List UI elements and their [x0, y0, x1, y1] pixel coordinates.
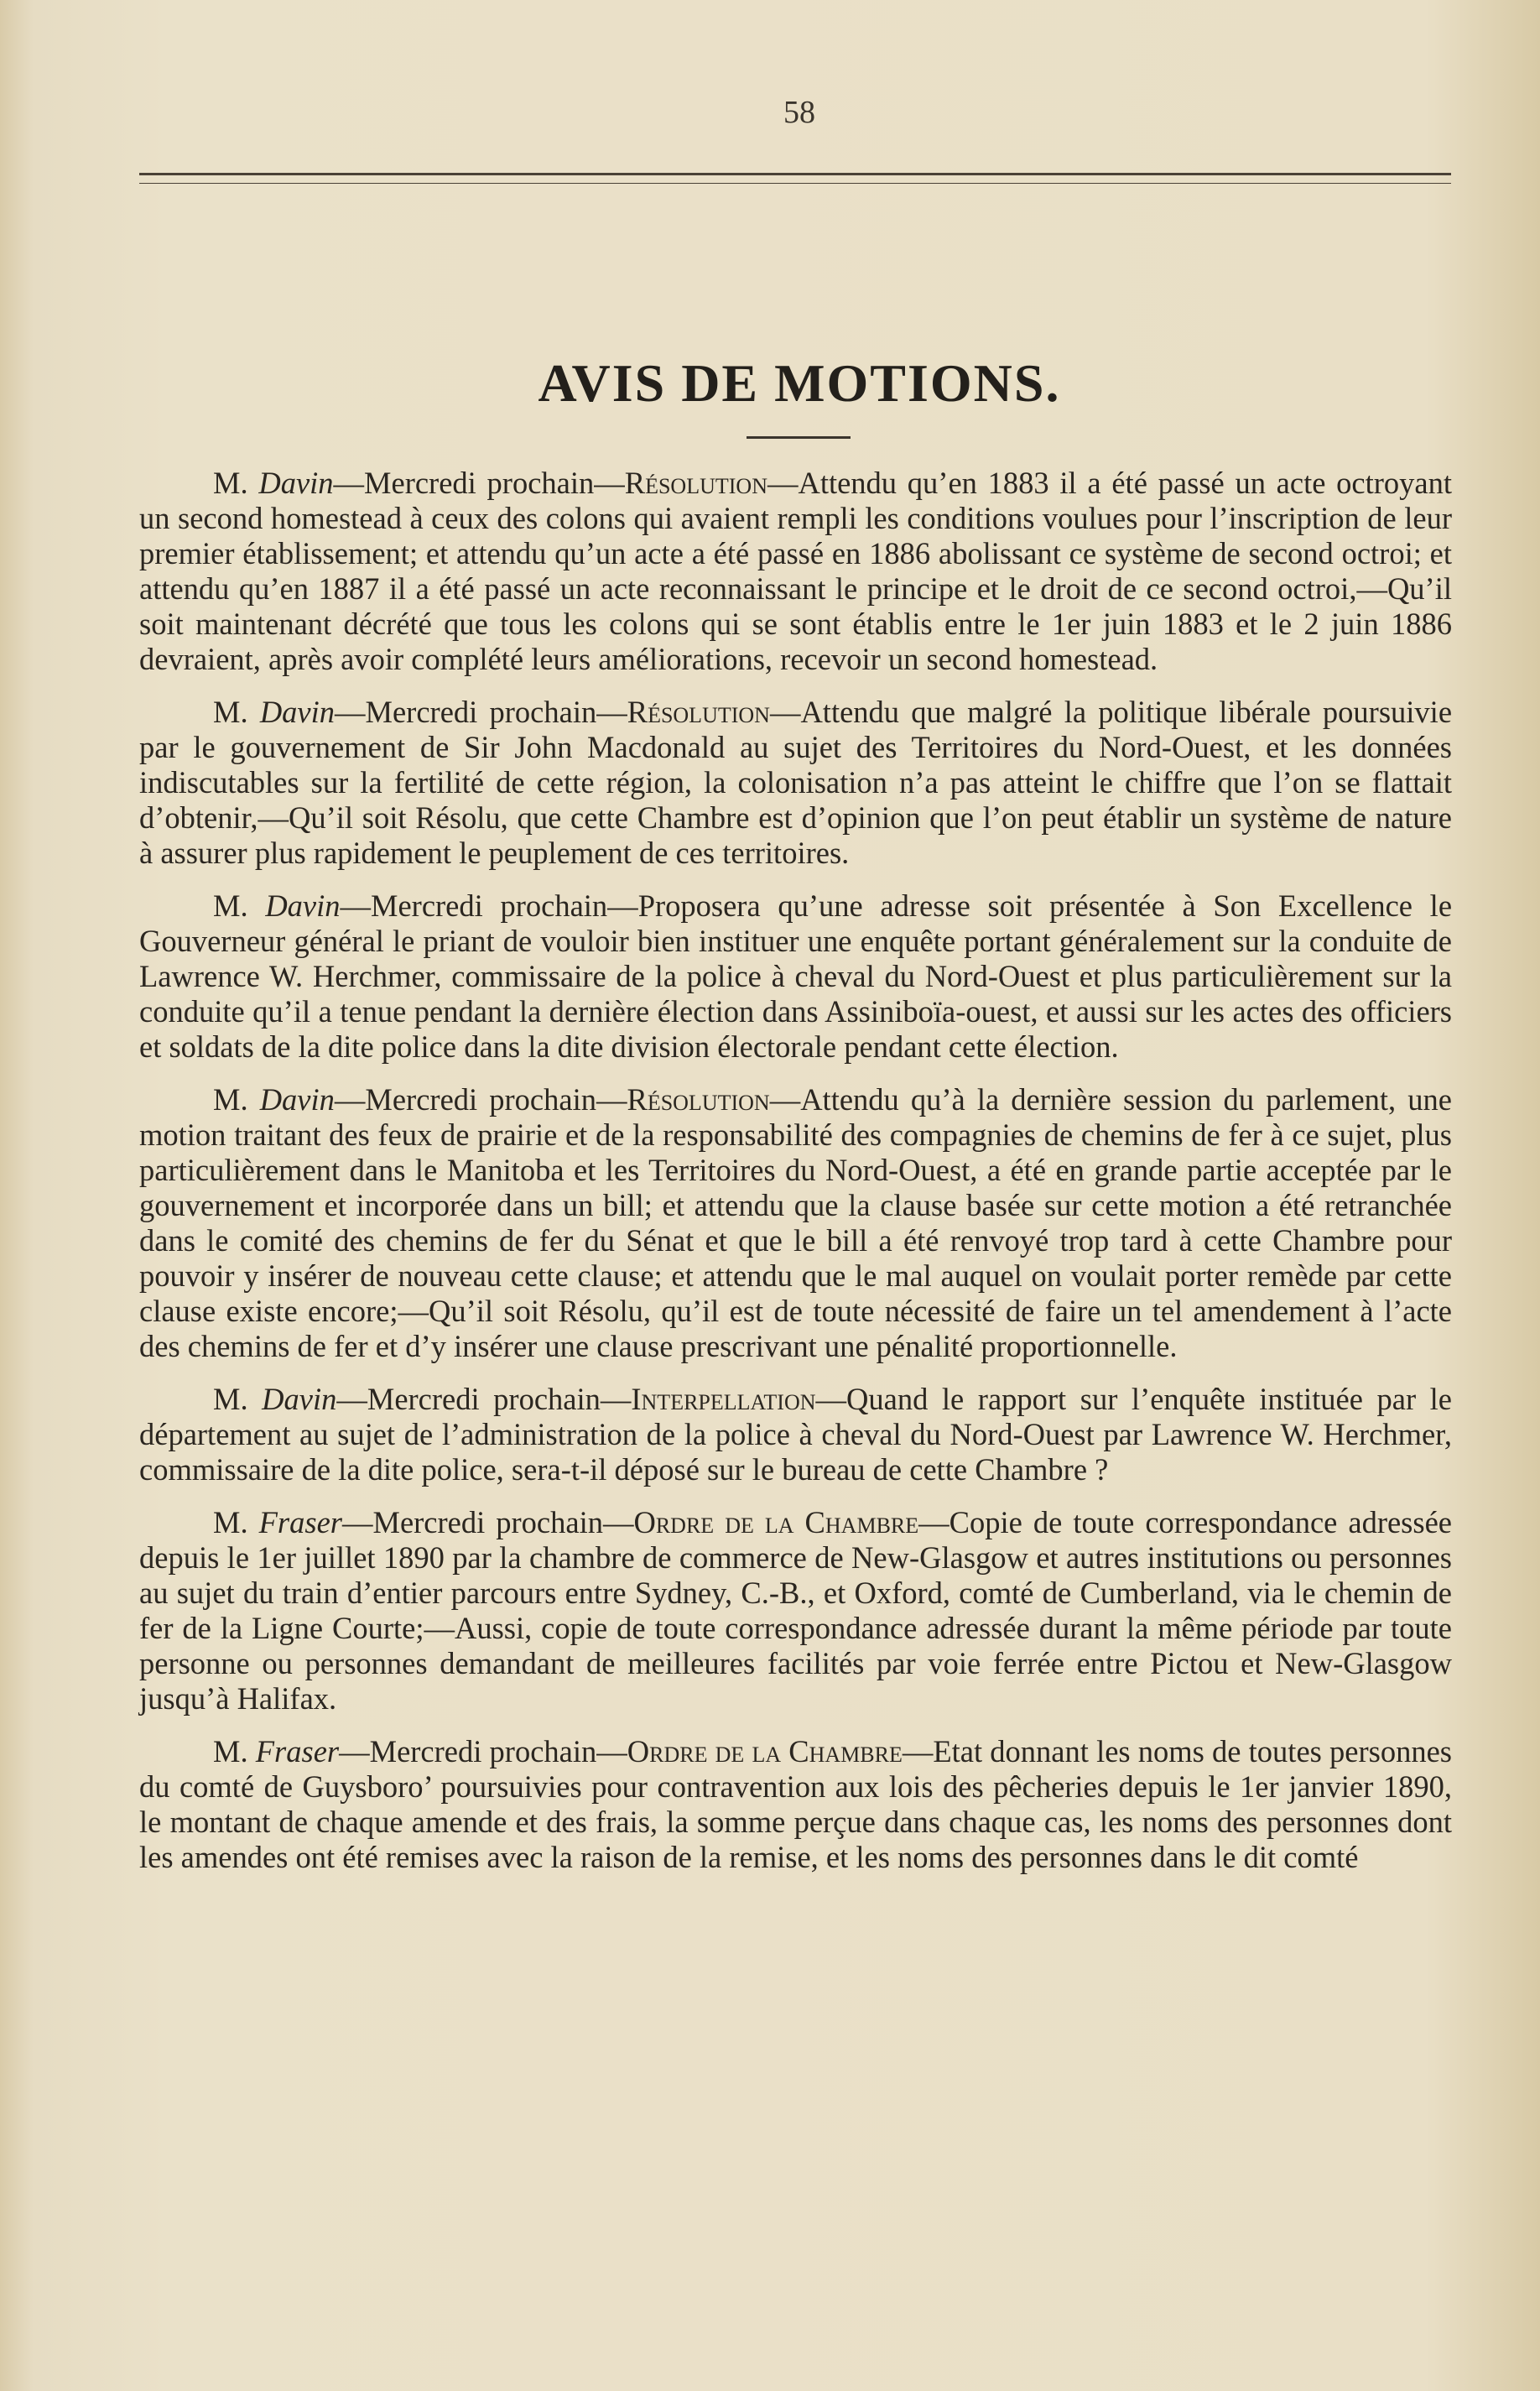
heading-rule: [747, 436, 851, 439]
motion-paragraph: [139, 695, 1452, 871]
motion-text: —Quand le rapport sur l’enquête instituée par le département au sujet de l’administration de la police à cheval du Nord-Ouest par Lawrence W. Herchmer, commissaire de la dite police, sera-t-il déposé sur le bureau de cette Chambre ?: [139, 1382, 1452, 1487]
speaker: M.: [213, 1505, 248, 1539]
motions-body: [139, 466, 1452, 1893]
member-name: Davin: [258, 466, 334, 500]
motion-type: Résolution: [627, 695, 770, 729]
speaker: M.: [213, 1082, 248, 1117]
motion-date: —Mercredi prochain—: [339, 1734, 627, 1769]
motion-text: Proposera qu’une adresse soit présentée à Son Excellence le Gouverneur général le priant de vouloir bien instituer une enquête portant généralement sur la conduite de Lawrence W. Herchmer, commissaire de la police à cheval du Nord-Ouest et plus particulièrement sur la conduite qu’il a tenue pendant la dernière élection dans Assiniboïa-ouest, et aussi sur les actes des officiers et soldats de la dite police dans la dite division électorale pendant cette élection.: [139, 888, 1453, 1064]
member-name: Fraser: [255, 1734, 340, 1769]
motion-text: —Copie de toute correspondance adressée depuis le 1er juillet 1890 par la chambre de commerce de New-Glasgow et autres institutions ou personnes au sujet du train d’entier parcours entre Sydney, C.-B., et Oxford, comté de Cumberland, via le chemin de fer de la Ligne Courte;—Aussi, copie de toute correspondance adressée durant la même période par toute personne ou personnes demandant de meilleures facilités par voie ferrée entre Pictou et New-Glasgow jusqu’à Halifax.: [139, 1505, 1452, 1716]
member-name: Davin: [259, 1082, 335, 1117]
page-number: 58: [783, 95, 815, 130]
motion-type: Interpellation: [631, 1382, 816, 1416]
member-name: Davin: [262, 1382, 337, 1416]
motion-date: —Mercredi prochain—: [333, 466, 625, 500]
motion-date: —Mercredi prochain—: [341, 1505, 634, 1539]
motion-paragraph: [139, 1382, 1452, 1487]
motion-text: —Attendu que malgré la politique libérale poursuivie par le gouvernement de Sir John Macdonald au sujet des Territoires du Nord-Ouest, et les données indiscutables sur la fertilité de cette région, la colonisation n’a pas atteint le chiffre que l’on se flattait d’obtenir,—Qu’il soit Résolu, que cette Chambre est d’opinion que l’on peut établir un système de nature à assurer plus rapidement le peuplement de ces territoires.: [139, 695, 1453, 870]
motion-date: —Mercredi prochain—: [335, 695, 627, 729]
motion-type: Ordre de la Chambre: [633, 1505, 919, 1539]
motion-type: Résolution: [624, 466, 767, 500]
header-rule-right-thin: [1124, 183, 1451, 184]
motion-paragraph: [139, 1082, 1452, 1364]
header-rule-right: [1124, 173, 1451, 175]
member-name: Fraser: [258, 1505, 342, 1539]
motion-date: —Mercredi prochain—: [336, 1382, 632, 1416]
motion-paragraph: [139, 1734, 1452, 1875]
speaker: M.: [213, 466, 248, 500]
motion-type: Ordre de la Chambre: [627, 1734, 903, 1769]
speaker: M.: [213, 1382, 248, 1416]
motion-paragraph: [139, 1505, 1452, 1716]
section-heading: AVIS DE MOTIONS.: [538, 353, 1061, 413]
motion-paragraph: [139, 888, 1452, 1065]
motion-date: —Mercredi prochain—: [340, 888, 638, 923]
motion-paragraph: [139, 466, 1452, 677]
motion-text: —Attendu qu’à la dernière session du parlement, une motion traitant des feux de prairie et de la responsabilité des compagnies de chemins de fer à ce sujet, plus particulièrement dans le Manitoba et les Territoires du Nord-Ouest, a été en grande partie acceptée par le gouvernement et incorporée dans un bill; et attendu que la clause basée sur cette motion a été retranchée dans le comité des chemins de fer du Sénat et que le bill a été renvoyé trop tard à cette Chambre pour pouvoir y insérer de nouveau cette clause; et attendu que le mal auquel on voulait porter remède par cette clause existe encore;—Qu’il soit Résolu, qu’il est de toute nécessité de faire un tel amendement à l’acte des chemins de fer et d’y insérer une clause prescrivant une pénalité proportionnelle.: [139, 1082, 1452, 1363]
member-name: Davin: [259, 695, 336, 729]
motion-text: —Attendu qu’en 1883 il a été passé un acte octroyant un second homestead à ceux des colons qui avaient rempli les conditions voulues pour l’inscription de leur premier établissement; et attendu qu’un acte a été passé en 1886 abolissant ce système de second octroi; et attendu qu’en 1887 il a été passé un acte reconnaissant le principe et le droit de ce second octroi,—Qu’il soit maintenant décrété que tous les colons qui se sont établis entre le 1er juin 1883 et le 2 juin 1886 devraient, après avoir complété leurs améliorations, recevoir un second homestead.: [139, 466, 1453, 676]
speaker: M.: [213, 695, 248, 729]
speaker: M.: [213, 888, 248, 923]
header-rule-left-thin: [139, 183, 1161, 184]
member-name: Davin: [265, 888, 341, 923]
speaker: M.: [213, 1734, 248, 1769]
header-rule-left: [139, 173, 1161, 175]
motion-date: —Mercredi prochain—: [334, 1082, 627, 1117]
motion-text: —Etat donnant les noms de toutes personnes du comté de Guysboro’ poursuivies pour contravention aux lois des pêcheries depuis le 1er janvier 1890, le montant de chaque amende et des frais, la somme perçue dans chaque cas, les noms des personnes dont les amendes ont été remises avec la raison de la remise, et les noms des personnes dans le dit comté: [139, 1734, 1452, 1874]
motion-type: Résolution: [627, 1082, 770, 1117]
